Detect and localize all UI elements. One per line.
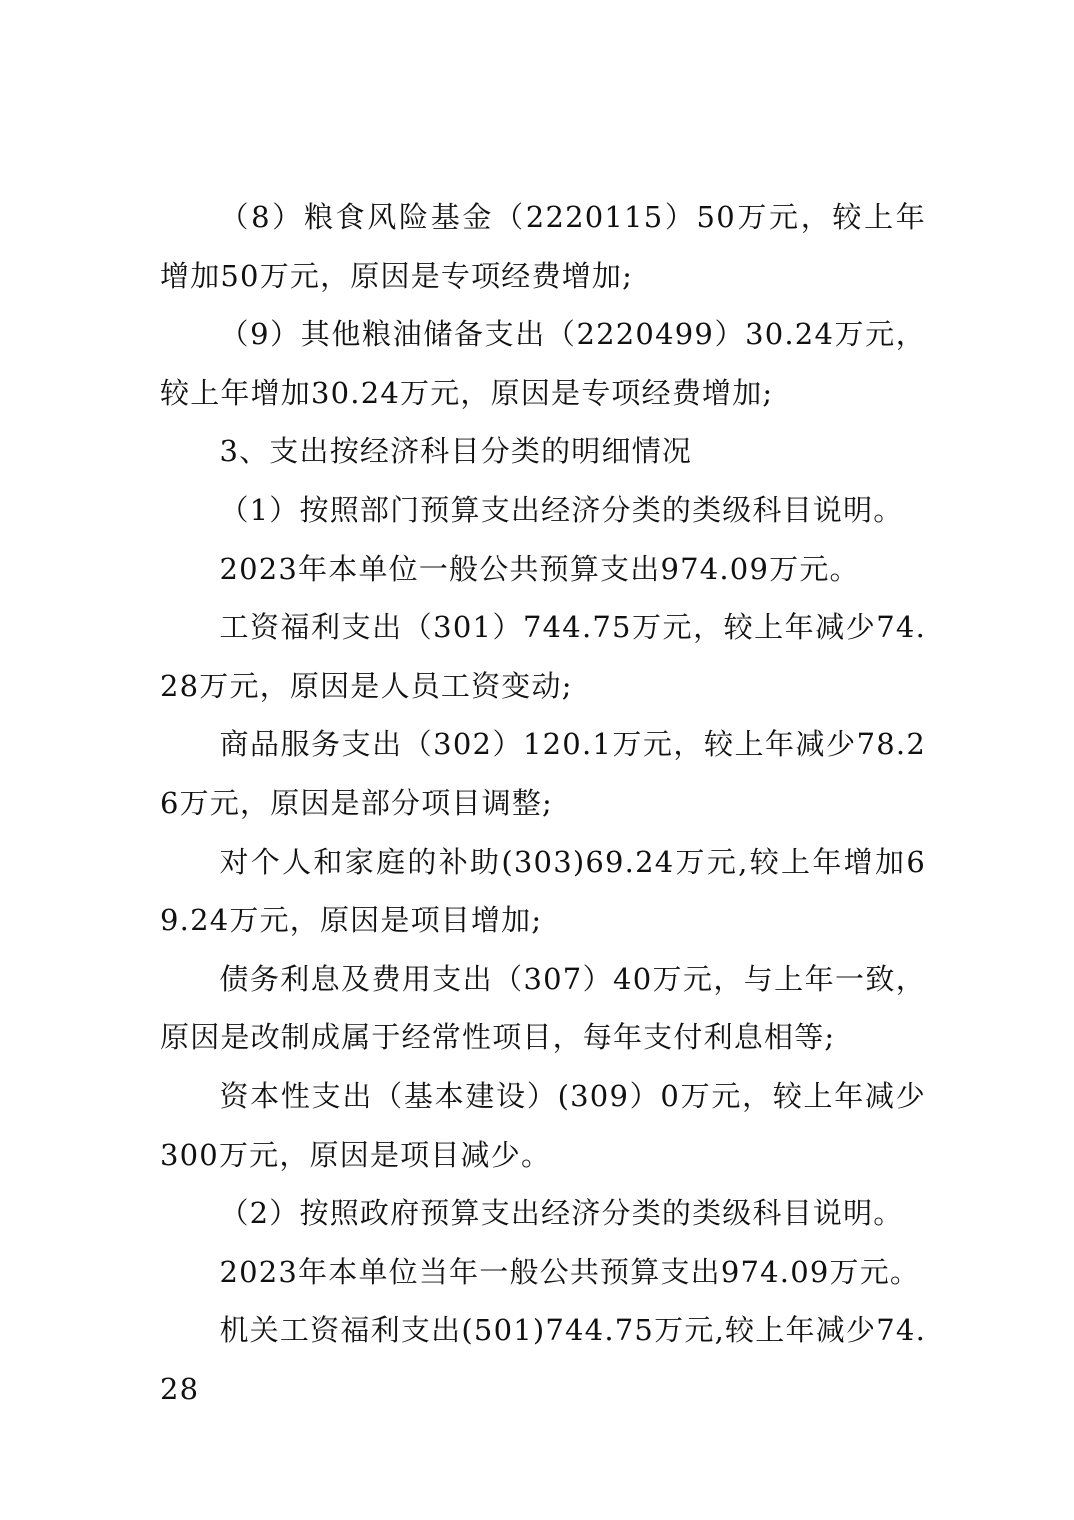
paragraph-total-expenditure: 2023年本单位一般公共预算支出974.09万元。 [219, 551, 860, 586]
paragraph-capital-expenditure: 资本性支出（基本建设）(309）0万元，较上年减少300万元，原因是项目减少。 [160, 1078, 926, 1172]
paragraph-other-grain-oil-reserve: （9）其他粮油储备支出（2220499）30.24万元，较上年增加30.24万元，原因是专项经费增加; [160, 317, 926, 410]
subheading-department-budget: （1）按照部门预算支出经济分类的类级科目说明。 [219, 492, 904, 527]
section-heading-economic-classification: 3、支出按经济科目分类的明细情况 [219, 434, 693, 469]
paragraph-agency-wage-welfare: 机关工资福利支出(501)744.75万元,较上年减少74.28 [160, 1313, 926, 1406]
paragraph-individual-family-subsidy: 对个人和家庭的补助(303)69.24万元,较上年增加69.24万元，原因是项目增加; [160, 844, 926, 938]
paragraph-grain-risk-fund: （8）粮食风险基金（2220115）50万元，较上年增加50万元，原因是专项经费增加; [160, 200, 926, 293]
paragraph-wage-welfare: 工资福利支出（301）744.75万元，较上年减少74.28万元，原因是人员工资变动; [160, 610, 926, 703]
paragraph-debt-interest: 债务利息及费用支出（307）40万元，与上年一致，原因是改制成属于经常性项目，每年支付利息相等; [160, 961, 926, 1055]
paragraph-current-year-expenditure: 2023年本单位当年一般公共预算支出974.09万元。 [219, 1254, 921, 1289]
document-body [160, 188, 926, 1418]
paragraph-goods-services: 商品服务支出（302）120.1万元，较上年减少78.26万元，原因是部分项目调整; [160, 727, 926, 820]
subheading-government-budget: （2）按照政府预算支出经济分类的类级科目说明。 [219, 1196, 904, 1231]
